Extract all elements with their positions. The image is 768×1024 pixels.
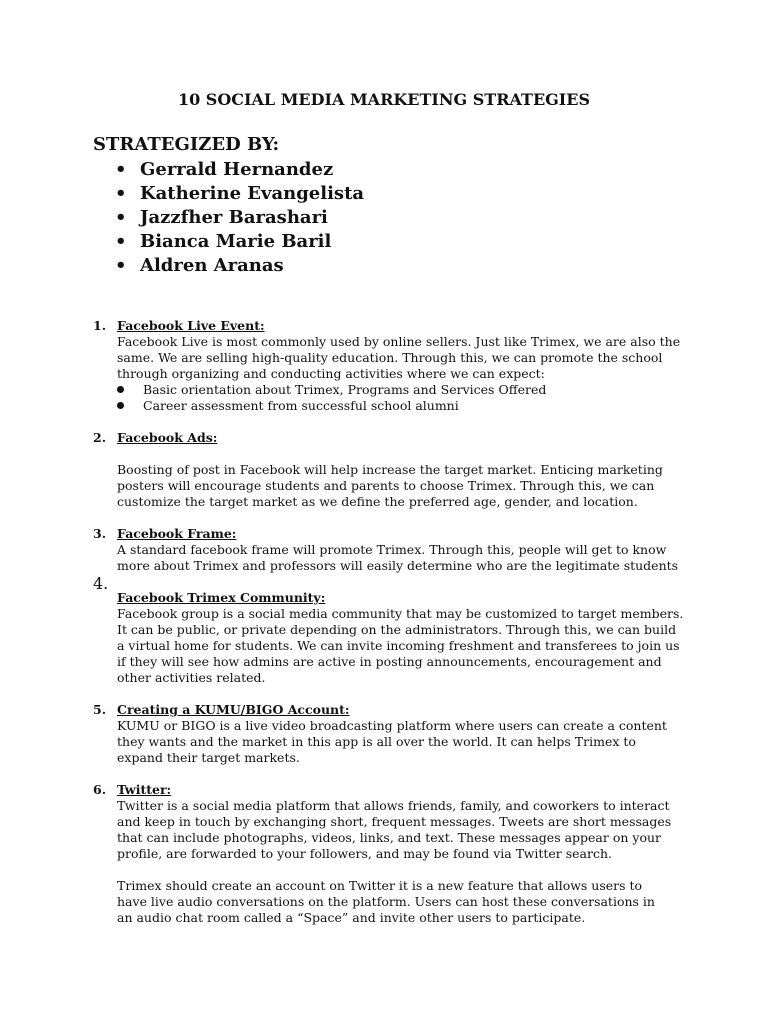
strategy-number: 5. [93,702,107,717]
body-line: if they will see how admins are active in posting announcements, encouragement and [117,654,662,669]
bullet-item: Career assessment from successful school alumni [117,398,768,414]
strategy-list [0,318,768,926]
body-line: Trimex should create an account on Twitter it is a new feature that allows users to [117,878,643,893]
body-line: Facebook group is a social media community that may be customized to target members. [117,606,684,621]
strategy-item [0,782,768,926]
body-line: Facebook Live is most commonly used by online sellers. Just like Trimex, we are also the [117,334,681,349]
body-line: more about Trimex and professors will easily determine who are the legitimate students [117,558,679,573]
spacer [117,446,768,462]
body-line: through organizing and conducting activities where we can expect: [117,366,545,381]
body-line: other activities related. [117,670,266,685]
strategy-item [0,430,768,510]
author-item [115,158,364,182]
strategy-item [0,526,768,574]
spacer [0,414,768,430]
strategy-heading: Twitter: [117,782,172,797]
bullet-item: Basic orientation about Trimex, Programs and Services Offered [117,382,768,398]
author-name: Aldren Aranas [140,255,284,276]
author-item [115,254,364,278]
spacer [117,862,768,878]
body-line: KUMU or BIGO is a live video broadcasting platform where users can create a content [117,718,667,733]
body-line: an audio chat room called a “Space” and invite other users to participate. [117,910,586,925]
author-item [115,230,364,254]
bullet-icon: • [115,183,127,204]
body-line: have live audio conversations on the platform. Users can host these conversations in [117,894,655,909]
body-line: a virtual home for students. We can invite incoming freshment and transferees to join us [117,638,680,653]
author-name: Bianca Marie Baril [140,231,332,252]
strategy-heading: Creating a KUMU/BIGO Account: [117,702,350,717]
body-line: A standard facebook frame will promote Trimex. Through this, people will get to know [117,542,667,557]
body-line: profile, are forwarded to your followers, and may be found via Twitter search. [117,846,612,861]
strategy-number: 1. [93,318,107,333]
strategy-heading: Facebook Live Event: [117,318,265,333]
bullet-icon: • [115,231,127,252]
bullet-icon: • [115,255,127,276]
author-item [115,182,364,206]
bullet-icon: • [115,207,127,228]
author-name: Jazzfher Barashari [140,207,328,228]
author-name: Gerrald Hernandez [140,159,334,180]
body-line: customize the target market as we define the preferred age, gender, and location. [117,494,638,509]
strategy-number: 3. [93,526,107,541]
body-line: It can be public, or private depending on the administrators. Through this, we can build [117,622,677,637]
strategy-item [0,590,768,686]
body-line: same. We are selling high-quality education. Through this, we can promote the school [117,350,663,365]
strategy-heading: Facebook Frame: [117,526,237,541]
bullet-list [117,382,768,414]
document-title: 10 SOCIAL MEDIA MARKETING STRATEGIES [177,90,591,109]
spacer [0,510,768,526]
author-name: Katherine Evangelista [140,183,365,204]
strategy-heading: Facebook Trimex Community: [117,590,326,605]
strategy-item [0,318,768,414]
bullet-icon: • [115,159,127,180]
body-line: Twitter is a social media platform that allows friends, family, and coworkers to interact [117,798,670,813]
strategy-number: 6. [93,782,107,797]
spacer [0,686,768,702]
body-line: and keep in touch by exchanging short, frequent messages. Tweets are short messages [117,814,672,829]
strategized-by-label: STRATEGIZED BY: [93,134,280,155]
author-item [115,206,364,230]
strategy-number-row [0,574,768,593]
body-line: posters will encourage students and parents to choose Trimex. Through this, we can [117,478,655,493]
body-line: Boosting of post in Facebook will help increase the target market. Enticing marketing [117,462,663,477]
strategy-item [0,702,768,766]
strategy-number: 2. [93,430,107,445]
spacer [0,766,768,782]
author-list [115,158,364,278]
strategy-heading: Facebook Ads: [117,430,218,445]
body-line: that can include photographs, videos, links, and text. These messages appear on your [117,830,661,845]
body-line: expand their target markets. [117,750,300,765]
body-line: they wants and the market in this app is all over the world. It can helps Trimex to [117,734,636,749]
strategy-number: 4. [93,574,109,593]
